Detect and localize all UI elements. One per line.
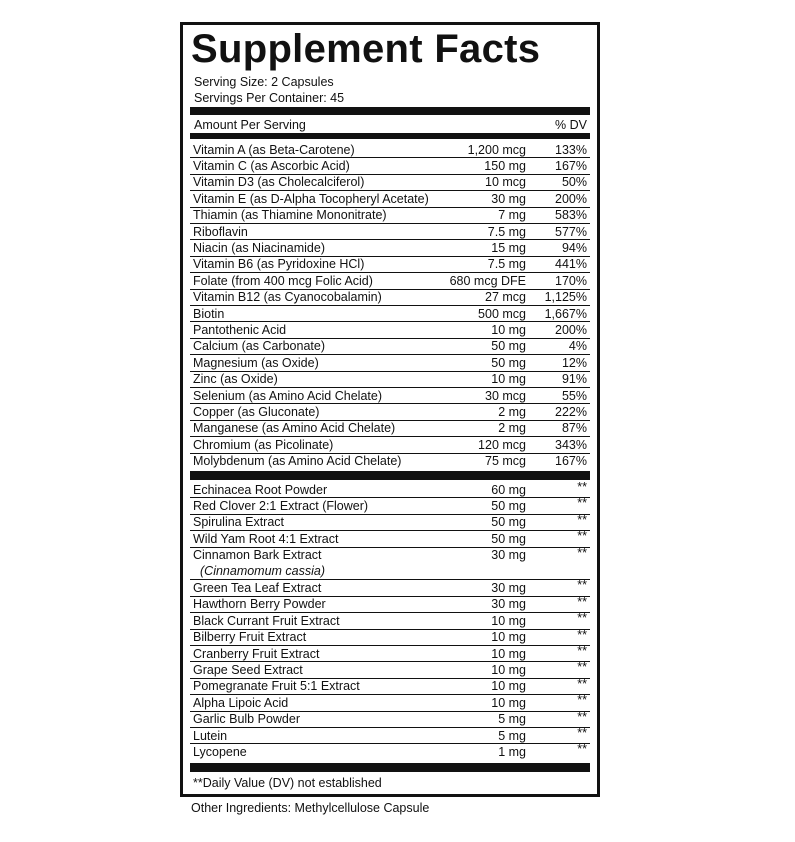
nutrient-row [190, 224, 590, 240]
nutrient-name: Vitamin A (as Beta-Carotene) [193, 142, 355, 157]
botanical-amount: 10 mg [491, 630, 526, 645]
nutrient-amount: 15 mg [491, 240, 526, 255]
botanical-dv: ** [577, 676, 587, 691]
nutrient-amount: 50 mg [491, 355, 526, 370]
nutrient-dv: 55% [561, 388, 587, 403]
nutrient-amount: 1,200 mcg [467, 142, 526, 157]
botanical-dv: ** [577, 742, 587, 757]
nutrient-dv: 441% [555, 257, 587, 272]
nutrient-dv: 4% [568, 339, 587, 354]
botanical-row [190, 580, 590, 596]
nutrient-row [190, 208, 590, 224]
nutrient-amount: 120 mcg [478, 437, 526, 452]
nutrient-name: Chromium (as Picolinate) [193, 437, 334, 452]
botanical-row [190, 744, 590, 760]
nutrient-name: Magnesium (as Oxide) [193, 355, 319, 370]
botanical-row [190, 512, 590, 531]
nutrient-dv: 1,125% [544, 290, 587, 305]
botanical-row [190, 646, 590, 662]
nutrient-row [190, 273, 590, 289]
botanical-dv: ** [577, 594, 587, 609]
nutrient-amount: 30 mcg [485, 388, 526, 403]
nutrient-name: Copper (as Gluconate) [193, 404, 320, 419]
nutrient-amount: 10 mg [491, 322, 526, 337]
nutrient-dv: 167% [555, 454, 587, 469]
nutrient-name: Zinc (as Oxide) [193, 372, 278, 387]
serving-size: Serving Size: 2 Capsules [194, 75, 334, 89]
nutrient-dv: 200% [555, 322, 587, 337]
botanical-amount: 10 mg [491, 613, 526, 628]
nutrient-amount: 500 mcg [478, 306, 526, 321]
botanical-name: Wild Yam Root 4:1 Extract [193, 531, 339, 546]
nutrient-dv: 87% [561, 421, 587, 436]
nutrient-dv: 12% [561, 355, 587, 370]
botanical-row [190, 531, 590, 547]
nutrient-name: Thiamin (as Thiamine Mononitrate) [193, 208, 387, 223]
nutrient-amount: 75 mcg [485, 454, 526, 469]
nutrient-row [190, 355, 590, 371]
botanical-row [190, 662, 590, 678]
nutrient-dv: 222% [555, 404, 587, 419]
botanical-name: Lycopene [193, 744, 247, 759]
nutrient-name: Vitamin B12 (as Cyanocobalamin) [193, 290, 382, 305]
botanical-amount: 60 mg [491, 482, 526, 497]
nutrient-dv: 170% [555, 273, 587, 288]
nutrient-dv: 167% [555, 158, 587, 173]
nutrient-amount: 30 mg [491, 191, 526, 206]
supplement-facts-panel [180, 22, 600, 797]
nutrient-amount: 50 mg [491, 339, 526, 354]
nutrient-name: Biotin [193, 306, 225, 321]
thick-divider-middle [190, 471, 590, 480]
amount-per-serving-header: Amount Per Serving [194, 118, 306, 132]
thick-divider-top [190, 107, 590, 115]
nutrient-name: Vitamin D3 (as Cholecalciferol) [193, 175, 365, 190]
botanical-dv: ** [577, 660, 587, 675]
nutrient-amount: 7.5 mg [487, 224, 526, 239]
botanical-row [190, 728, 590, 744]
botanical-row [190, 545, 590, 581]
botanical-dv: ** [577, 693, 587, 708]
botanical-amount: 50 mg [491, 498, 526, 513]
botanical-amount: 5 mg [498, 712, 526, 727]
botanical-amount: 30 mg [491, 580, 526, 595]
nutrient-dv: 1,667% [544, 306, 587, 321]
botanical-row [190, 594, 590, 613]
botanical-amount: 50 mg [491, 515, 526, 530]
botanical-row [190, 482, 590, 498]
botanical-name: Lutein [193, 728, 228, 743]
botanical-name: Spirulina Extract [193, 515, 285, 530]
nutrient-dv: 583% [555, 208, 587, 223]
nutrient-name: Niacin (as Niacinamide) [193, 240, 325, 255]
botanical-row [190, 695, 590, 711]
nutrient-name: Riboflavin [193, 224, 248, 239]
botanical-name: Grape Seed Extract [193, 662, 303, 677]
nutrient-name: Selenium (as Amino Acid Chelate) [193, 388, 382, 403]
nutrient-row [190, 437, 590, 453]
botanical-amount: 10 mg [491, 679, 526, 694]
nutrient-dv: 94% [561, 240, 587, 255]
botanical-dv: ** [577, 627, 587, 642]
botanical-dv: ** [577, 578, 587, 593]
nutrient-row [190, 175, 590, 191]
nutrient-row [190, 421, 590, 437]
nutrient-row [190, 339, 590, 355]
botanical-name: Cranberry Fruit Extract [193, 646, 320, 661]
nutrient-dv: 50% [561, 175, 587, 190]
other-ingredients: Other Ingredients: Methylcellulose Capsule [191, 801, 430, 815]
botanical-row [190, 676, 590, 695]
nutrient-amount: 7 mg [498, 208, 526, 223]
botanical-amount: 10 mg [491, 662, 526, 677]
thick-divider-bottom [190, 763, 590, 772]
nutrient-name: Vitamin E (as D-Alpha Tocopheryl Acetate) [193, 191, 429, 206]
botanical-amount: 1 mg [498, 744, 526, 759]
nutrient-amount: 2 mg [498, 404, 526, 419]
botanical-dv: ** [577, 644, 587, 658]
nutrient-dv: 200% [555, 191, 587, 206]
nutrient-amount: 10 mcg [485, 175, 526, 190]
nutrient-row [190, 257, 590, 273]
botanical-dv: ** [577, 480, 587, 494]
botanical-amount: 10 mg [491, 695, 526, 710]
botanical-dv: ** [577, 611, 587, 626]
nutrient-amount: 680 mcg DFE [449, 273, 526, 288]
nutrient-row [190, 372, 590, 388]
botanical-dv: ** [577, 726, 587, 740]
botanical-row [190, 627, 590, 646]
nutrient-row [190, 388, 590, 404]
nutrient-name: Molybdenum (as Amino Acid Chelate) [193, 454, 402, 469]
nutrient-row [190, 240, 590, 256]
botanical-name: Bilberry Fruit Extract [193, 630, 307, 645]
nutrient-row [190, 454, 590, 470]
nutrient-name: Vitamin B6 (as Pyridoxine HCl) [193, 257, 365, 272]
nutrient-dv: 133% [555, 142, 587, 157]
nutrient-amount: 27 mcg [485, 290, 526, 305]
botanical-dv: ** [577, 512, 587, 527]
botanical-amount: 10 mg [491, 646, 526, 661]
nutrient-row [190, 306, 590, 322]
botanical-row [190, 498, 590, 514]
botanical-row [190, 709, 590, 728]
botanical-name: Black Currant Fruit Extract [193, 613, 340, 628]
nutrient-amount: 10 mg [491, 372, 526, 387]
thick-divider-header [190, 133, 590, 139]
nutrient-row [190, 142, 590, 158]
nutrient-amount: 150 mg [484, 158, 526, 173]
nutrient-row [190, 158, 590, 174]
dv-footnote: **Daily Value (DV) not established [193, 776, 382, 790]
nutrient-row [190, 322, 590, 338]
botanical-name: Red Clover 2:1 Extract (Flower) [193, 498, 369, 513]
nutrient-dv: 577% [555, 224, 587, 239]
nutrient-row [190, 191, 590, 207]
botanical-dv: ** [577, 709, 587, 724]
dv-header: % DV [555, 118, 587, 132]
botanical-latin-name: (Cinnamomum cassia) [200, 564, 326, 579]
botanical-name: Pomegranate Fruit 5:1 Extract [193, 679, 360, 694]
nutrient-name: Vitamin C (as Ascorbic Acid) [193, 158, 350, 173]
botanical-name: Echinacea Root Powder [193, 482, 328, 497]
botanical-name: Cinnamon Bark Extract [193, 548, 322, 563]
botanical-row [190, 613, 590, 629]
nutrient-row [190, 404, 590, 420]
botanical-dv: ** [577, 529, 587, 544]
nutrient-amount: 2 mg [498, 421, 526, 436]
nutrient-dv: 91% [561, 372, 587, 387]
botanical-amount: 30 mg [491, 597, 526, 612]
nutrient-row [190, 290, 590, 306]
panel-title: Supplement Facts [191, 27, 541, 71]
botanical-amount: 5 mg [498, 728, 526, 743]
botanical-amount: 30 mg [491, 548, 526, 563]
nutrient-name: Manganese (as Amino Acid Chelate) [193, 421, 396, 436]
nutrient-name: Calcium (as Carbonate) [193, 339, 325, 354]
botanical-dv: ** [577, 545, 587, 560]
nutrient-dv: 343% [555, 437, 587, 452]
botanical-name: Green Tea Leaf Extract [193, 580, 322, 595]
botanical-name: Garlic Bulb Powder [193, 712, 300, 727]
botanical-name: Hawthorn Berry Powder [193, 597, 326, 612]
nutrient-amount: 7.5 mg [487, 257, 526, 272]
nutrient-name: Folate (from 400 mcg Folic Acid) [193, 273, 373, 288]
servings-per-container: Servings Per Container: 45 [194, 91, 345, 105]
botanical-name: Alpha Lipoic Acid [193, 695, 289, 710]
botanical-amount: 50 mg [491, 531, 526, 546]
nutrient-name: Pantothenic Acid [193, 322, 287, 337]
botanical-dv: ** [577, 496, 587, 511]
